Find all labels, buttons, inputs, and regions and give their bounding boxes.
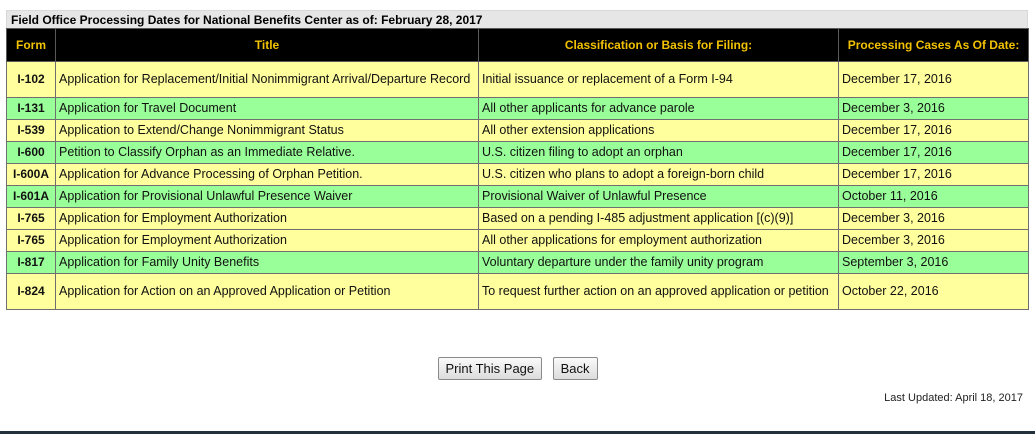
date-cell: December 3, 2016 [839, 98, 1029, 120]
button-bar [0, 357, 1035, 380]
classification-cell: Based on a pending I-485 adjustment application [(c)(9)] [479, 208, 839, 230]
title-cell: Application for Employment Authorization [56, 230, 479, 252]
processing-dates-table [6, 28, 1029, 310]
table-row [7, 208, 1029, 230]
title-cell: Application for Travel Document [56, 98, 479, 120]
date-cell: December 17, 2016 [839, 164, 1029, 186]
form-cell: I-539 [7, 120, 56, 142]
form-cell: I-817 [7, 252, 56, 274]
table-row [7, 186, 1029, 208]
form-cell: I-765 [7, 208, 56, 230]
processing-dates-panel [6, 10, 1028, 310]
classification-cell: U.S. citizen filing to adopt an orphan [479, 142, 839, 164]
title-cell: Application for Advance Processing of Orphan Petition. [56, 164, 479, 186]
date-cell: October 22, 2016 [839, 274, 1029, 310]
title-cell: Application to Extend/Change Nonimmigrant Status [56, 120, 479, 142]
table-row [7, 142, 1029, 164]
form-cell: I-102 [7, 62, 56, 98]
classification-cell: Initial issuance or replacement of a Form I-94 [479, 62, 839, 98]
form-cell: I-600A [7, 164, 56, 186]
form-cell: I-131 [7, 98, 56, 120]
classification-cell: To request further action on an approved application or petition [479, 274, 839, 310]
date-cell: October 11, 2016 [839, 186, 1029, 208]
form-cell: I-824 [7, 274, 56, 310]
title-cell: Application for Employment Authorization [56, 208, 479, 230]
form-cell: I-601A [7, 186, 56, 208]
title-cell: Application for Action on an Approved Application or Petition [56, 274, 479, 310]
form-cell: I-600 [7, 142, 56, 164]
date-cell: December 17, 2016 [839, 120, 1029, 142]
classification-cell: Voluntary departure under the family unity program [479, 252, 839, 274]
date-cell: December 3, 2016 [839, 208, 1029, 230]
table-row [7, 120, 1029, 142]
form-cell: I-765 [7, 230, 56, 252]
table-caption: Field Office Processing Dates for National Benefits Center as of: February 28, 2017 [6, 10, 1028, 28]
table-row [7, 62, 1029, 98]
date-cell: September 3, 2016 [839, 252, 1029, 274]
table-row [7, 230, 1029, 252]
table-header-row [7, 29, 1029, 62]
classification-cell: All other applicants for advance parole [479, 98, 839, 120]
print-page-button[interactable]: Print This Page [438, 357, 543, 380]
title-cell: Application for Provisional Unlawful Presence Waiver [56, 186, 479, 208]
table-row [7, 274, 1029, 310]
classification-cell: U.S. citizen who plans to adopt a foreign-born child [479, 164, 839, 186]
back-button[interactable]: Back [553, 357, 598, 380]
table-row [7, 98, 1029, 120]
column-header-form: Form [7, 29, 56, 62]
classification-cell: All other applications for employment authorization [479, 230, 839, 252]
title-cell: Application for Replacement/Initial Nonimmigrant Arrival/Departure Record [56, 62, 479, 98]
date-cell: December 3, 2016 [839, 230, 1029, 252]
table-row [7, 164, 1029, 186]
column-header-date: Processing Cases As Of Date: [839, 29, 1029, 62]
title-cell: Petition to Classify Orphan as an Immediate Relative. [56, 142, 479, 164]
last-updated-text: Last Updated: April 18, 2017 [884, 392, 1023, 404]
classification-cell: All other extension applications [479, 120, 839, 142]
date-cell: December 17, 2016 [839, 62, 1029, 98]
title-cell: Application for Family Unity Benefits [56, 252, 479, 274]
column-header-classification: Classification or Basis for Filing: [479, 29, 839, 62]
date-cell: December 17, 2016 [839, 142, 1029, 164]
table-row [7, 252, 1029, 274]
classification-cell: Provisional Waiver of Unlawful Presence [479, 186, 839, 208]
column-header-title: Title [56, 29, 479, 62]
